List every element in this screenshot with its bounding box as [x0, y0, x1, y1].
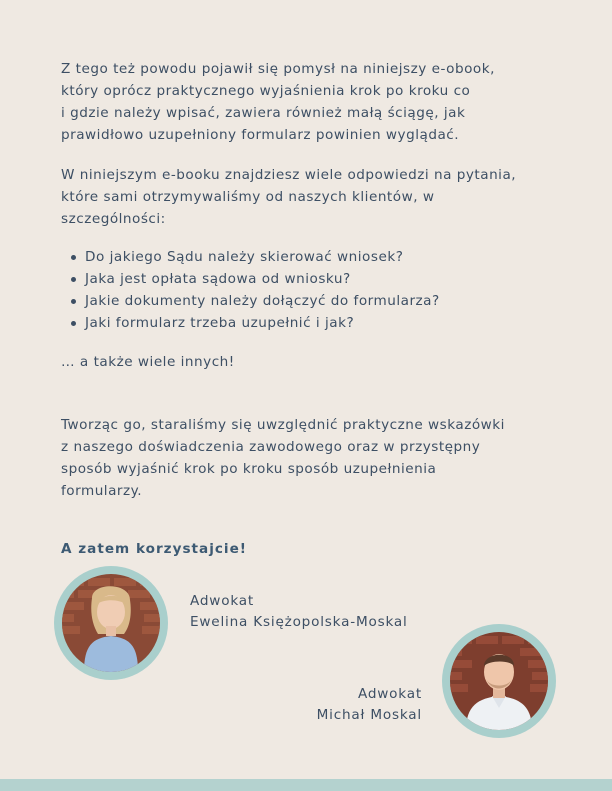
text-line: które sami otrzymywaliśmy od naszych klientów, w [61, 189, 435, 205]
list-item: Jaka jest opłata sądowa od wniosku? [61, 268, 440, 290]
text-line: który oprócz praktycznego wyjaśnienia krok po kroku co [61, 83, 471, 99]
author-name-michal [317, 684, 422, 726]
closing-paragraph [61, 414, 551, 502]
list-item: Jaki formularz trzeba uzupełnić i jak? [61, 312, 440, 334]
questions-list [61, 246, 440, 334]
many-more-text: … a także wiele innych! [61, 354, 235, 370]
intro-paragraph [61, 58, 551, 146]
text-line: W niniejszym e-booku znajdziesz wiele odpowiedzi na pytania, [61, 167, 517, 183]
text-line: sposób wyjaśnić krok po kroku sposób uzupełnienia [61, 461, 437, 477]
text-line: Tworząc go, staraliśmy się uwzględnić praktyczne wskazówki [61, 417, 505, 433]
text-line: prawidłowo uzupełniony formularz powinien wyglądać. [61, 127, 460, 143]
portrait-man-icon [450, 632, 548, 730]
text-line: i gdzie należy wpisać, zawiera również małą ściągę, jak [61, 105, 466, 121]
questions-intro-paragraph [61, 164, 551, 230]
author-title: Adwokat [357, 686, 422, 702]
author-title: Adwokat [190, 593, 255, 609]
author-name-ewelina [190, 591, 408, 633]
list-item: Do jakiego Sądu należy skierować wniosek? [61, 246, 440, 268]
footer-band [0, 779, 612, 791]
author-name: Ewelina Księżopolska-Moskal [190, 614, 408, 630]
list-item: Jakie dokumenty należy dołączyć do formularza? [61, 290, 440, 312]
text-line: z naszego doświadczenia zawodowego oraz w przystępny [61, 439, 481, 455]
text-line: Z tego też powodu pojawił się pomysł na niniejszy e-obook, [61, 61, 495, 77]
call-to-action: A zatem korzystajcie! [61, 541, 248, 557]
avatar [62, 574, 160, 672]
author-photo-ewelina [54, 566, 168, 680]
text-line: szczególności: [61, 211, 166, 227]
portrait-woman-icon [62, 574, 160, 672]
text-line: formularzy. [61, 483, 143, 499]
author-photo-michal [442, 624, 556, 738]
author-name: Michał Moskal [316, 707, 422, 723]
avatar [450, 632, 548, 730]
